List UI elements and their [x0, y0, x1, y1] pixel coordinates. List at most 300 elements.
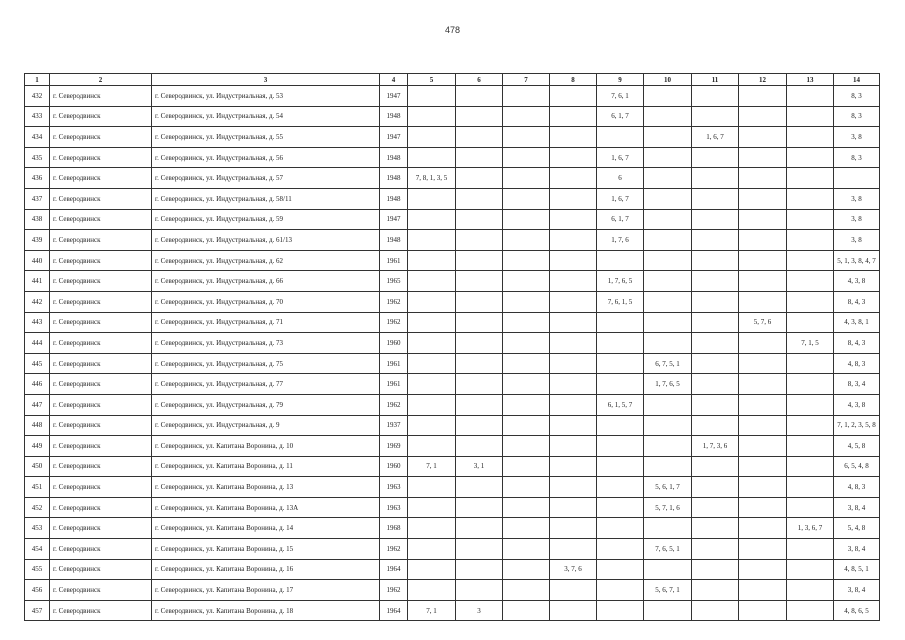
table-row [25, 188, 880, 209]
table-cell [503, 456, 550, 477]
table-cell [692, 209, 739, 230]
table-cell: 6, 1, 5, 7 [597, 394, 644, 415]
table-cell: 1964 [380, 600, 408, 621]
column-header: 12 [739, 74, 787, 86]
table-cell [644, 106, 692, 127]
table-cell [739, 147, 787, 168]
table-cell [550, 250, 597, 271]
table-cell: 452 [25, 497, 50, 518]
table-cell [644, 147, 692, 168]
table-cell [597, 415, 644, 436]
table-cell: 8, 3 [834, 106, 880, 127]
table-cell: 4, 8, 6, 5 [834, 600, 880, 621]
table-cell [739, 353, 787, 374]
table-cell [408, 374, 456, 395]
table-row [25, 559, 880, 580]
table-cell [408, 518, 456, 539]
table-cell: г. Северодвинск, ул. Капитана Воронина, д. 17 [152, 580, 380, 601]
table-cell [503, 106, 550, 127]
table-cell [787, 86, 834, 107]
table-cell [503, 86, 550, 107]
table-cell [456, 539, 503, 560]
table-cell [408, 291, 456, 312]
table-row [25, 600, 880, 621]
table-cell [550, 271, 597, 292]
table-cell [408, 147, 456, 168]
table-cell: 440 [25, 250, 50, 271]
table-cell [597, 353, 644, 374]
table-cell: 445 [25, 353, 50, 374]
table-cell: 1961 [380, 374, 408, 395]
table-cell [456, 580, 503, 601]
table-cell: 448 [25, 415, 50, 436]
table-cell [408, 394, 456, 415]
table-cell: 1, 7, 6 [597, 230, 644, 251]
table-cell [644, 127, 692, 148]
table-cell [644, 86, 692, 107]
table-cell: г. Северодвинск [50, 580, 152, 601]
table-cell [787, 394, 834, 415]
table-cell [503, 580, 550, 601]
table-cell [456, 374, 503, 395]
table-cell: 4, 8, 5, 1 [834, 559, 880, 580]
table-cell: г. Северодвинск [50, 250, 152, 271]
table-cell [503, 415, 550, 436]
table-cell: г. Северодвинск, ул. Капитана Воронина, д. 18 [152, 600, 380, 621]
table-cell [739, 436, 787, 457]
table-cell [787, 127, 834, 148]
table-cell [739, 456, 787, 477]
table-cell: 3, 1 [456, 456, 503, 477]
table-row [25, 250, 880, 271]
table-row [25, 394, 880, 415]
table-cell [456, 271, 503, 292]
table-cell: 3, 7, 6 [550, 559, 597, 580]
table-cell [597, 580, 644, 601]
table-cell [739, 209, 787, 230]
column-header: 6 [456, 74, 503, 86]
table-row [25, 497, 880, 518]
table-cell [456, 209, 503, 230]
table-cell: 1962 [380, 291, 408, 312]
table-cell [787, 312, 834, 333]
table-cell: 437 [25, 188, 50, 209]
table-cell [644, 415, 692, 436]
column-header: 2 [50, 74, 152, 86]
table-cell [550, 147, 597, 168]
table-row [25, 209, 880, 230]
table-cell: 4, 8, 3 [834, 353, 880, 374]
table-cell [503, 291, 550, 312]
table-cell [787, 477, 834, 498]
table-cell: г. Северодвинск, ул. Капитана Воронина, д. 14 [152, 518, 380, 539]
table-cell: 6, 5, 4, 8 [834, 456, 880, 477]
table-cell [456, 333, 503, 354]
table-cell [503, 477, 550, 498]
table-cell [739, 539, 787, 560]
table-cell [408, 230, 456, 251]
table-cell: 1962 [380, 580, 408, 601]
table-row [25, 127, 880, 148]
table-cell: 8, 4, 3 [834, 291, 880, 312]
table-row [25, 291, 880, 312]
table-cell [408, 497, 456, 518]
table-cell [739, 415, 787, 436]
table-cell: 7, 6, 1, 5 [597, 291, 644, 312]
page-number: 478 [444, 25, 461, 35]
table-row [25, 271, 880, 292]
table-cell [456, 147, 503, 168]
table-cell [550, 106, 597, 127]
table-cell [787, 415, 834, 436]
table-cell: 8, 4, 3 [834, 333, 880, 354]
table-cell: г. Северодвинск [50, 127, 152, 148]
table-cell: 4, 3, 8, 1 [834, 312, 880, 333]
table-cell [408, 353, 456, 374]
table-cell [408, 333, 456, 354]
table-cell [739, 230, 787, 251]
table-cell [644, 271, 692, 292]
table-cell: 8, 3, 4 [834, 374, 880, 395]
table-cell [597, 312, 644, 333]
table-cell: 5, 1, 3, 8, 4, 7 [834, 250, 880, 271]
table-cell [644, 436, 692, 457]
table-cell [503, 394, 550, 415]
table-cell: 1962 [380, 539, 408, 560]
table-cell [597, 539, 644, 560]
table-row [25, 168, 880, 189]
table-cell: г. Северодвинск, ул. Капитана Воронина, д. 15 [152, 539, 380, 560]
table-row [25, 230, 880, 251]
table-cell [644, 394, 692, 415]
table-row [25, 147, 880, 168]
table-cell: 3 [456, 600, 503, 621]
table-cell: 1, 7, 6, 5 [597, 271, 644, 292]
table-cell [692, 539, 739, 560]
table-cell [408, 477, 456, 498]
table-cell [503, 374, 550, 395]
table-cell [550, 580, 597, 601]
table-cell [550, 456, 597, 477]
table-cell [456, 477, 503, 498]
table-cell [739, 86, 787, 107]
table-cell [787, 271, 834, 292]
table-cell [597, 436, 644, 457]
table-cell: 434 [25, 127, 50, 148]
table-cell [408, 539, 456, 560]
table-cell [550, 230, 597, 251]
table-cell: г. Северодвинск, ул. Индустриальная, д. 54 [152, 106, 380, 127]
table-cell: 447 [25, 394, 50, 415]
table-cell [787, 580, 834, 601]
table-cell [739, 168, 787, 189]
table-cell [787, 168, 834, 189]
table-cell: 6, 1, 7 [597, 106, 644, 127]
table-row [25, 456, 880, 477]
table-cell [692, 333, 739, 354]
table-cell: 8, 3 [834, 147, 880, 168]
table-cell [739, 333, 787, 354]
table-cell: 439 [25, 230, 50, 251]
table-cell: г. Северодвинск [50, 559, 152, 580]
table-cell [739, 250, 787, 271]
table-cell [503, 539, 550, 560]
table-cell: 5, 6, 7, 1 [644, 580, 692, 601]
table-cell [456, 394, 503, 415]
table-cell [550, 394, 597, 415]
table-cell: 5, 4, 8 [834, 518, 880, 539]
table-cell [503, 147, 550, 168]
table-cell [644, 230, 692, 251]
table-cell [503, 497, 550, 518]
table-cell [550, 168, 597, 189]
table-cell: 5, 6, 1, 7 [644, 477, 692, 498]
column-header: 1 [25, 74, 50, 86]
table-cell: 433 [25, 106, 50, 127]
table-cell [503, 188, 550, 209]
table-cell [644, 209, 692, 230]
table-cell: 1937 [380, 415, 408, 436]
table-cell [597, 250, 644, 271]
table-cell [456, 250, 503, 271]
table-cell: г. Северодвинск, ул. Индустриальная, д. 70 [152, 291, 380, 312]
table-cell [692, 250, 739, 271]
table-cell [550, 353, 597, 374]
table-cell [787, 539, 834, 560]
table-cell [503, 230, 550, 251]
table-cell: г. Северодвинск [50, 518, 152, 539]
table-cell [550, 415, 597, 436]
table-cell [597, 497, 644, 518]
table-cell [739, 106, 787, 127]
table-cell: г. Северодвинск, ул. Индустриальная, д. 77 [152, 374, 380, 395]
table-cell: 7, 1 [408, 456, 456, 477]
table-cell: г. Северодвинск [50, 600, 152, 621]
table-cell: 1, 6, 7 [597, 147, 644, 168]
table-cell: 3, 8 [834, 209, 880, 230]
table-cell [692, 374, 739, 395]
table-cell [644, 600, 692, 621]
table-cell [787, 209, 834, 230]
table-cell: 1965 [380, 271, 408, 292]
table-cell: 1947 [380, 86, 408, 107]
table-body [25, 86, 880, 621]
table-cell [787, 456, 834, 477]
table-cell: 1948 [380, 168, 408, 189]
table-cell: 7, 6, 1 [597, 86, 644, 107]
table-cell: г. Северодвинск, ул. Капитана Воронина, д. 13 [152, 477, 380, 498]
table-cell: г. Северодвинск, ул. Капитана Воронина, д. 10 [152, 436, 380, 457]
table-cell: 436 [25, 168, 50, 189]
table-cell [692, 291, 739, 312]
table-cell: г. Северодвинск [50, 188, 152, 209]
table-cell [692, 147, 739, 168]
column-header: 14 [834, 74, 880, 86]
table-cell: г. Северодвинск, ул. Индустриальная, д. 55 [152, 127, 380, 148]
table-cell [644, 518, 692, 539]
table-cell: 450 [25, 456, 50, 477]
table-cell [456, 291, 503, 312]
table-cell [597, 600, 644, 621]
table-cell [739, 188, 787, 209]
table-row [25, 436, 880, 457]
table-cell [644, 250, 692, 271]
table-cell: г. Северодвинск [50, 291, 152, 312]
table-cell [692, 271, 739, 292]
table-cell [503, 333, 550, 354]
table-cell [550, 436, 597, 457]
table-cell: г. Северодвинск, ул. Капитана Воронина, д. 16 [152, 559, 380, 580]
table-cell [456, 106, 503, 127]
table-cell: 1963 [380, 497, 408, 518]
table-cell: г. Северодвинск [50, 353, 152, 374]
table-cell: г. Северодвинск [50, 147, 152, 168]
table-cell: г. Северодвинск, ул. Индустриальная, д. 58/11 [152, 188, 380, 209]
table-cell: 1968 [380, 518, 408, 539]
table-cell [692, 559, 739, 580]
table-cell [644, 291, 692, 312]
table-cell: 1, 6, 7 [597, 188, 644, 209]
table-cell [456, 353, 503, 374]
table-cell: г. Северодвинск [50, 394, 152, 415]
table-cell: г. Северодвинск, ул. Индустриальная, д. 62 [152, 250, 380, 271]
table-cell [739, 291, 787, 312]
table-cell [456, 86, 503, 107]
table-cell: 432 [25, 86, 50, 107]
table-cell: 5, 7, 6 [739, 312, 787, 333]
table-cell [787, 436, 834, 457]
table-cell: 4, 3, 8 [834, 271, 880, 292]
table-cell: 1, 3, 6, 7 [787, 518, 834, 539]
table-row [25, 374, 880, 395]
table-cell [503, 559, 550, 580]
table-cell [597, 374, 644, 395]
table-cell: 454 [25, 539, 50, 560]
table-cell [787, 353, 834, 374]
table-row [25, 86, 880, 107]
table-cell [456, 188, 503, 209]
table-cell: 7, 1, 5 [787, 333, 834, 354]
table-cell [692, 580, 739, 601]
table-cell [787, 291, 834, 312]
table-cell: 5, 7, 1, 6 [644, 497, 692, 518]
table-cell [644, 188, 692, 209]
table-cell [692, 415, 739, 436]
table-cell [739, 600, 787, 621]
table-cell: 4, 8, 3 [834, 477, 880, 498]
table-cell: г. Северодвинск [50, 374, 152, 395]
table-cell [787, 374, 834, 395]
table-cell: 1960 [380, 456, 408, 477]
table-cell: г. Северодвинск, ул. Капитана Воронина, д. 11 [152, 456, 380, 477]
table-cell: 6 [597, 168, 644, 189]
table-cell: 7, 6, 5, 1 [644, 539, 692, 560]
table-cell [503, 250, 550, 271]
table-cell: 455 [25, 559, 50, 580]
table-cell [408, 271, 456, 292]
table-cell [692, 353, 739, 374]
column-header: 7 [503, 74, 550, 86]
table-cell [739, 559, 787, 580]
table-cell [456, 312, 503, 333]
table-cell [503, 600, 550, 621]
table-cell [456, 518, 503, 539]
table-cell: 451 [25, 477, 50, 498]
table-cell [787, 230, 834, 251]
table-cell [739, 580, 787, 601]
column-header: 13 [787, 74, 834, 86]
table-cell: 1969 [380, 436, 408, 457]
table-cell [644, 559, 692, 580]
table-cell: 457 [25, 600, 50, 621]
column-header: 3 [152, 74, 380, 86]
table-row [25, 415, 880, 436]
table-cell [456, 559, 503, 580]
table-cell [644, 333, 692, 354]
table-cell: 1947 [380, 209, 408, 230]
table-cell: 3, 8 [834, 230, 880, 251]
table-cell: г. Северодвинск, ул. Индустриальная, д. 56 [152, 147, 380, 168]
table-cell [550, 291, 597, 312]
table-cell: 453 [25, 518, 50, 539]
table-cell [597, 559, 644, 580]
table-cell: г. Северодвинск, ул. Индустриальная, д. 59 [152, 209, 380, 230]
column-header: 8 [550, 74, 597, 86]
table-cell [739, 477, 787, 498]
table-cell [550, 333, 597, 354]
table-cell [408, 250, 456, 271]
table-cell [597, 518, 644, 539]
table-cell: 456 [25, 580, 50, 601]
table-row [25, 518, 880, 539]
table-cell [550, 518, 597, 539]
table-cell: 6, 7, 5, 1 [644, 353, 692, 374]
table-cell [408, 188, 456, 209]
table-cell [597, 333, 644, 354]
table-cell [787, 106, 834, 127]
table-cell: 1962 [380, 312, 408, 333]
table-row [25, 580, 880, 601]
table-cell [408, 209, 456, 230]
table-cell: 438 [25, 209, 50, 230]
table-cell [787, 250, 834, 271]
table-cell [408, 436, 456, 457]
table-cell [597, 477, 644, 498]
table-cell: 7, 1, 2, 3, 5, 8 [834, 415, 880, 436]
table-cell: 1948 [380, 147, 408, 168]
table-cell [503, 209, 550, 230]
table-cell [456, 415, 503, 436]
table-cell [692, 106, 739, 127]
table-cell [787, 600, 834, 621]
table-cell [787, 497, 834, 518]
table-cell: г. Северодвинск [50, 436, 152, 457]
table-cell [692, 86, 739, 107]
table-cell [408, 86, 456, 107]
table-cell: 446 [25, 374, 50, 395]
table-cell [787, 147, 834, 168]
table-cell [597, 456, 644, 477]
table-cell: 3, 8, 4 [834, 497, 880, 518]
table-cell [739, 271, 787, 292]
table-cell [692, 518, 739, 539]
table-cell: 1963 [380, 477, 408, 498]
table-row [25, 353, 880, 374]
table-cell: 449 [25, 436, 50, 457]
table-cell [644, 168, 692, 189]
table-cell: 1960 [380, 333, 408, 354]
table-cell [787, 559, 834, 580]
